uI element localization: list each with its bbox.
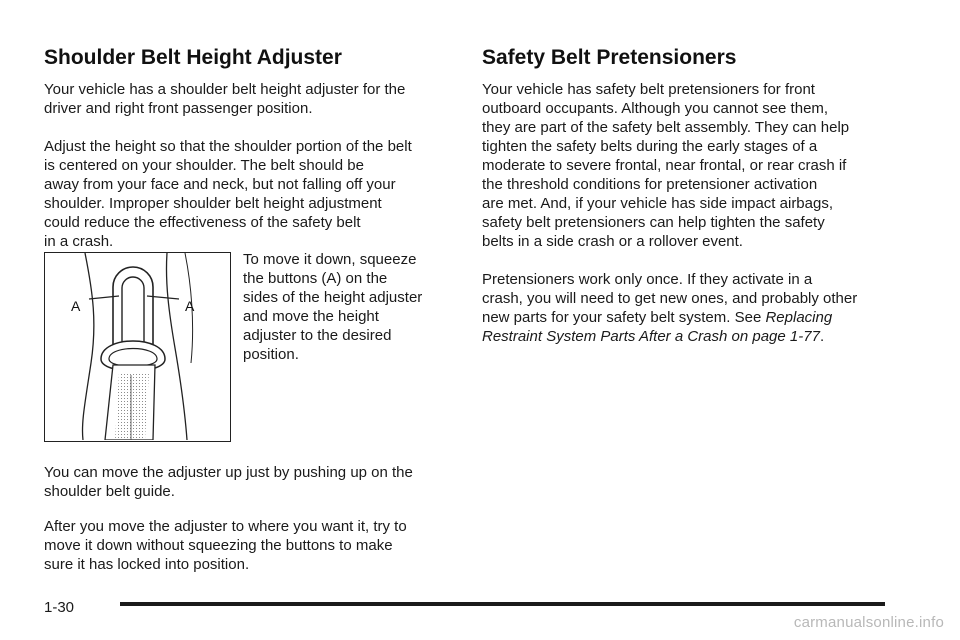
pretensioner-paragraph: Your vehicle has safety belt pretensioners for front outboard occupants. Although you cannot see them, they are part of the safety belt assembly. They can help tighten the safety belts during the early stages of a moderate to severe frontal, near frontal, or rear crash if the threshold conditions for pretensioner activation are met. And, if your vehicle has side impact airbags, safety belt pretensioners can help tighten the safety belts in a side crash or a rollover event. [482,81,850,250]
move-down-paragraph: To move it down, squeeze the buttons (A) on the sides of the height adjuster and move the height adjuster to the desired position. [243,251,423,363]
intro-paragraph: Your vehicle has a shoulder belt height adjuster for the driver and right front passenger position. [44,81,406,117]
pretensioner-once-paragraph [482,270,912,346]
height-adjuster-figure [44,252,231,442]
section-heading-shoulder-belt: Shoulder Belt Height Adjuster [44,46,342,69]
watermark: carmanualsonline.info [793,614,944,631]
figure-label-a-left: A [71,298,81,314]
page-number: 1-30 [44,599,75,616]
pretensioner-once-end: . [819,328,825,345]
cross-reference-link[interactable]: Replacing Restraint System Parts After a Crash on page 1-77 [482,309,833,345]
move-up-paragraph: You can move the adjuster up just by pushing up on the shoulder belt guide. [44,464,413,500]
pretensioner-once-text: Pretensioners work only once. If they activate in a crash, you will need to get new ones, and probably other new parts for your safety belt system. See [482,271,858,326]
shoulder-belt-height-adjuster-icon [45,253,229,440]
section-heading-pretensioners: Safety Belt Pretensioners [482,46,737,69]
footer-rule [120,602,885,606]
figure-label-a-right: A [185,298,195,314]
adjust-paragraph: Adjust the height so that the shoulder portion of the belt is centered on your shoulder. The belt should be away from your face and neck, but not falling off your shoulder. Improper shoulder belt height adjustment could reduce the effectiveness of the safety belt in a crash. [44,138,412,250]
verify-lock-paragraph: After you move the adjuster to where you want it, try to move it down without squeezing the buttons to make sure it has locked into position. [44,518,407,573]
